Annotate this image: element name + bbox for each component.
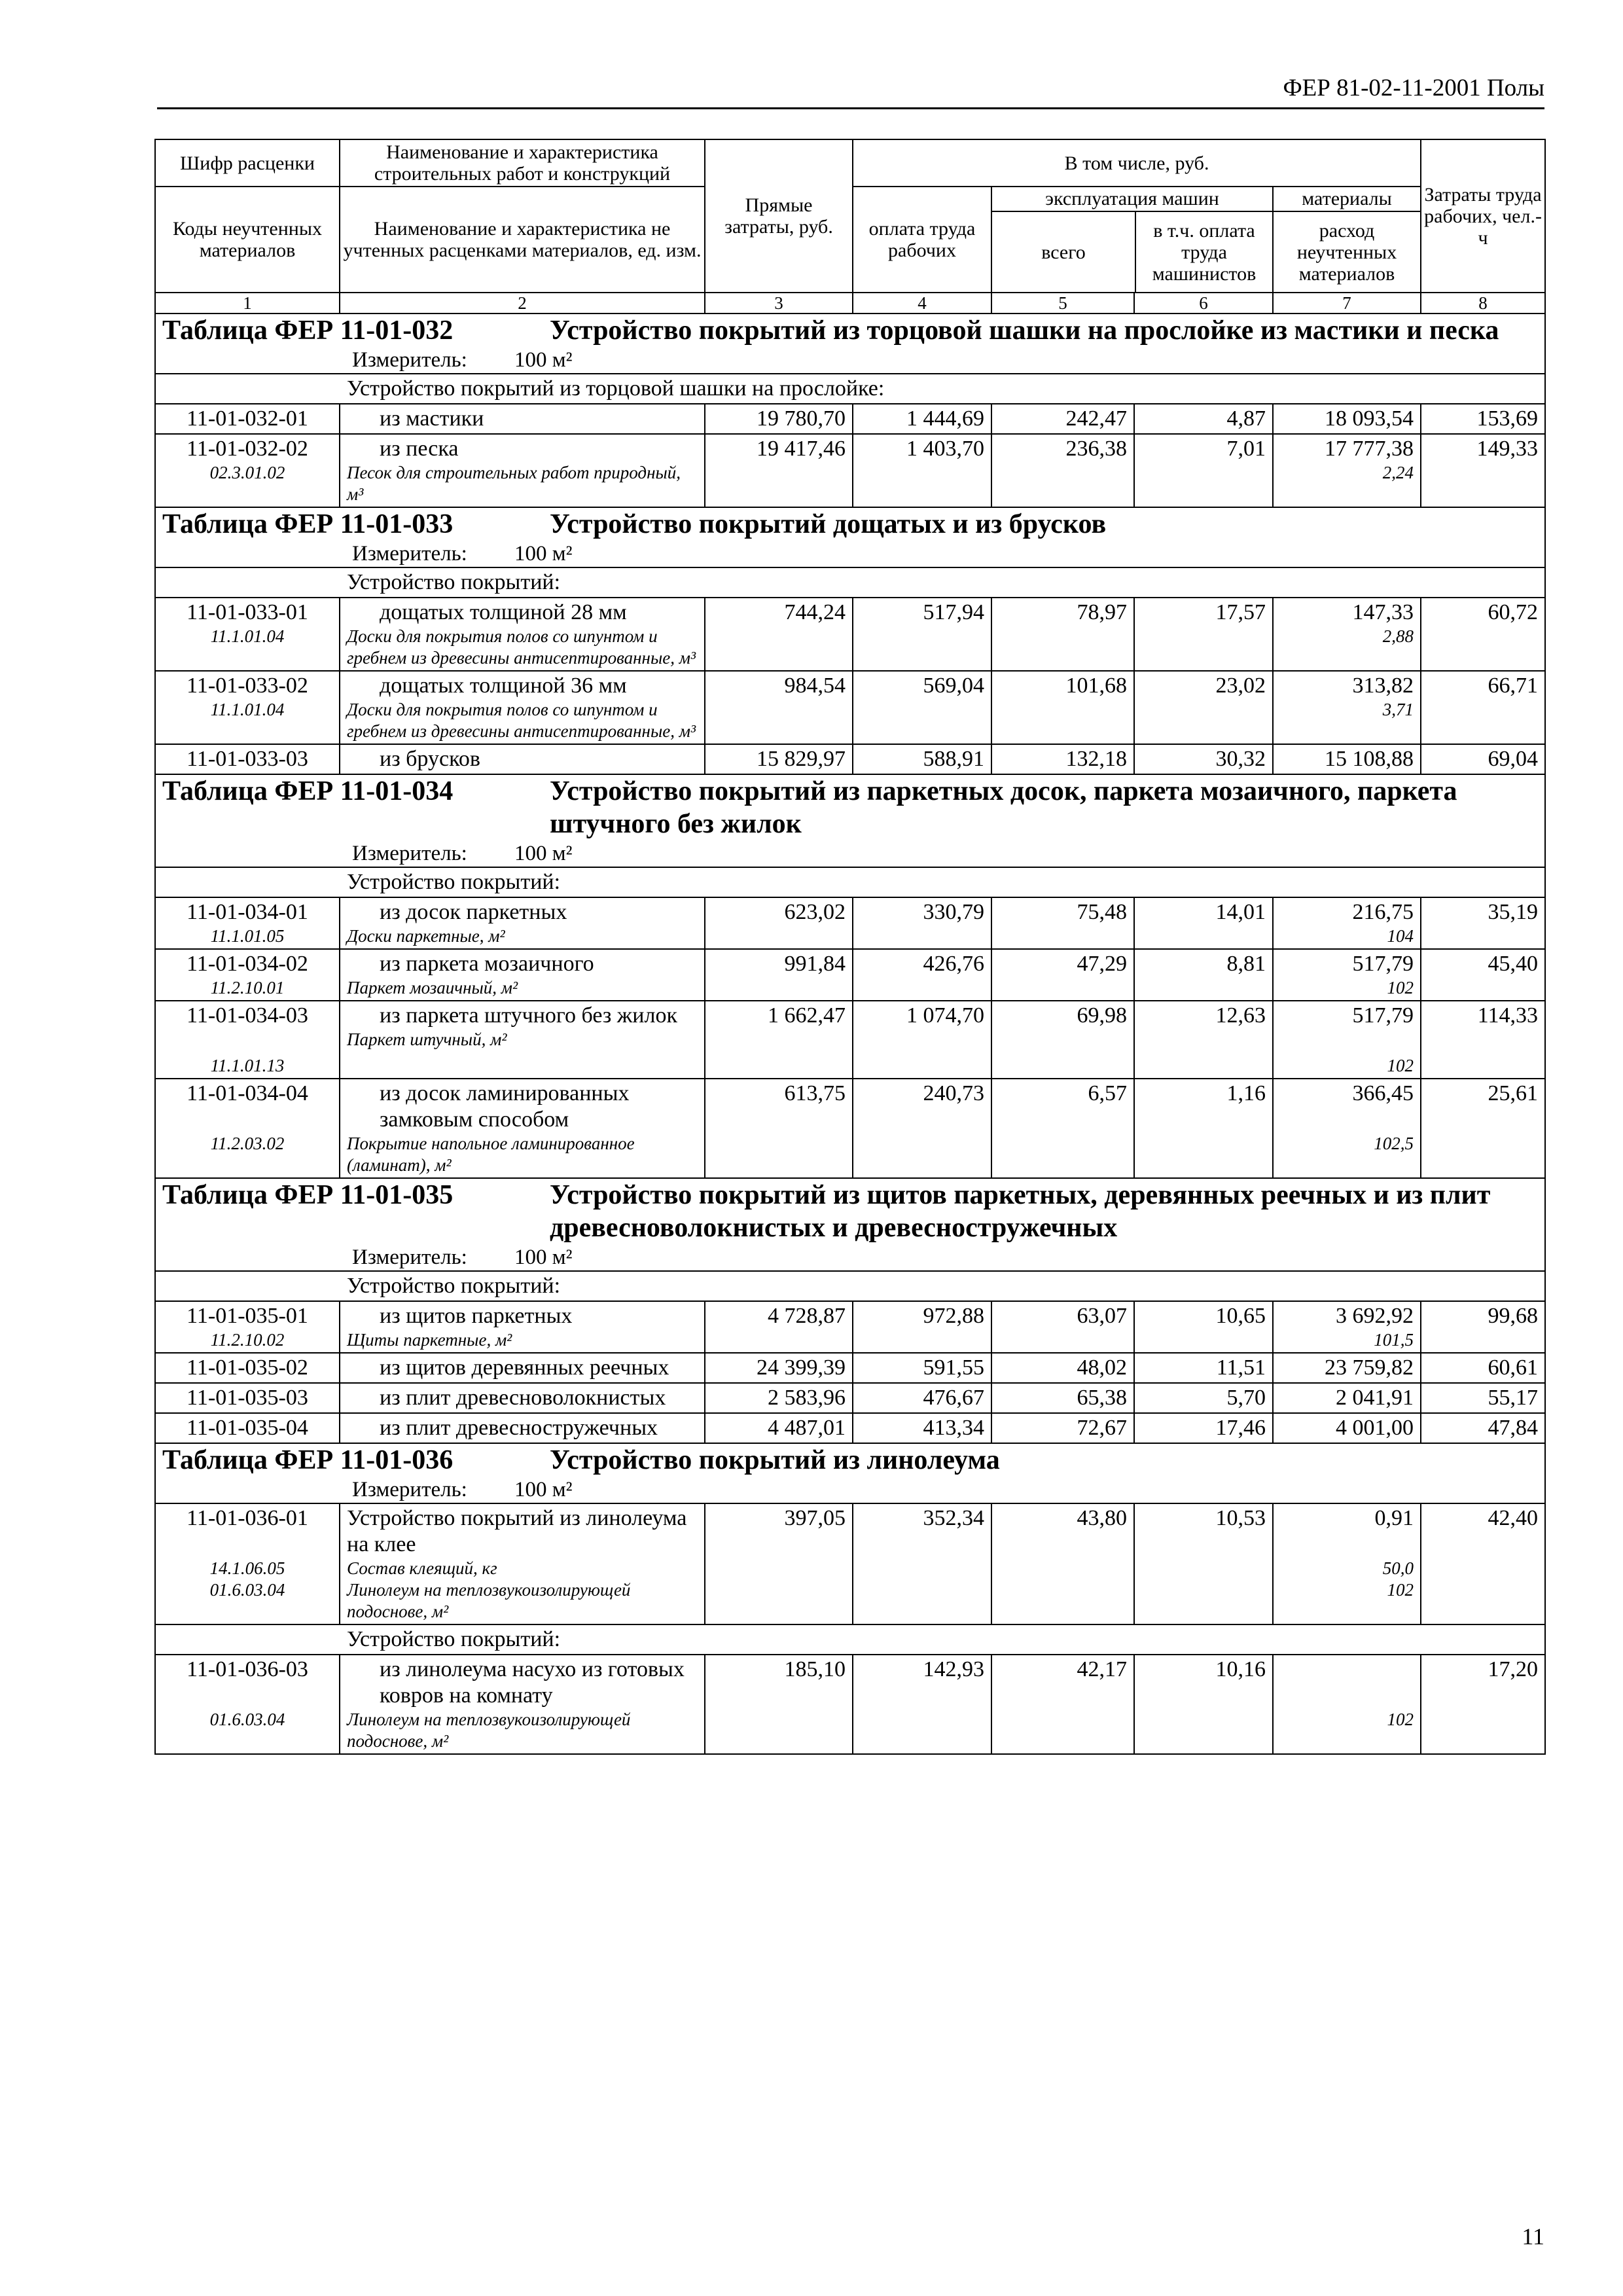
wages: 569,04 bbox=[853, 671, 991, 744]
wages: 1 444,69 bbox=[853, 404, 991, 434]
rate-code: 11-01-035-04 bbox=[155, 1413, 340, 1443]
direct-costs: 15 829,97 bbox=[705, 744, 853, 774]
table-section bbox=[155, 507, 1545, 567]
wages: 352,34 bbox=[853, 1503, 991, 1624]
direct-costs: 24 399,39 bbox=[705, 1353, 853, 1383]
rate-code: 11-01-034-04 bbox=[187, 1081, 308, 1105]
group-heading: Устройство покрытий: bbox=[155, 1624, 1545, 1655]
table-row bbox=[155, 1655, 1545, 1754]
material-code: 11.1.01.04 bbox=[210, 626, 285, 646]
material-code: 11.2.03.02 bbox=[210, 1134, 285, 1153]
material-code: 01.6.03.04 bbox=[209, 1710, 285, 1729]
machinists-wages: 10,16 bbox=[1134, 1655, 1273, 1754]
unit-label: Измеритель: bbox=[352, 348, 467, 372]
materials: 4 001,00 bbox=[1273, 1413, 1421, 1443]
machinists-wages: 30,32 bbox=[1134, 744, 1273, 774]
materials: 3 692,92 bbox=[1336, 1304, 1414, 1328]
table-row bbox=[155, 1383, 1545, 1413]
unit-label: Измеритель: bbox=[352, 842, 467, 865]
material-name: Состав клеящий, кг bbox=[347, 1558, 497, 1578]
unit-line bbox=[162, 541, 1538, 567]
material-name: Доски для покрытия полов со шпунтом и гребнем из древесины антисептированные, м³ bbox=[347, 700, 696, 741]
labor: 153,69 bbox=[1421, 404, 1545, 434]
material-quantity: 104 bbox=[1387, 926, 1414, 946]
header-name-unaccounted: Наименование и характеристика не учтенных расценками материалов, ед. изм. bbox=[340, 187, 705, 293]
material-quantity: 2,24 bbox=[1382, 463, 1414, 482]
machinists-wages: 12,63 bbox=[1134, 1001, 1273, 1079]
materials: 216,75 bbox=[1352, 900, 1414, 924]
wages: 591,55 bbox=[853, 1353, 991, 1383]
table-row bbox=[155, 598, 1545, 671]
rate-code: 11-01-034-03 bbox=[187, 1003, 308, 1028]
direct-costs: 613,75 bbox=[705, 1079, 853, 1178]
wages: 142,93 bbox=[853, 1655, 991, 1754]
machinists-wages: 11,51 bbox=[1134, 1353, 1273, 1383]
unit-value: 100 м² bbox=[514, 348, 573, 372]
wages: 426,76 bbox=[853, 949, 991, 1001]
labor: 114,33 bbox=[1421, 1001, 1545, 1079]
machines-total: 101,68 bbox=[991, 671, 1134, 744]
materials: 517,79 bbox=[1352, 952, 1414, 976]
work-name: из щитов паркетных bbox=[380, 1304, 573, 1328]
unit-label: Измеритель: bbox=[352, 542, 467, 565]
materials: 366,45 bbox=[1352, 1081, 1414, 1105]
table-row bbox=[155, 1301, 1545, 1353]
material-name: Покрытие напольное ламинированное (ламинат), м² bbox=[347, 1134, 635, 1175]
material-name: Щиты паркетные, м² bbox=[347, 1330, 512, 1350]
section-title: Устройство покрытий из линолеума bbox=[550, 1445, 1000, 1475]
table-section bbox=[155, 774, 1545, 867]
machinists-wages: 5,70 bbox=[1134, 1383, 1273, 1413]
material-code: 01.6.03.04 bbox=[209, 1580, 285, 1600]
section-number: Таблица ФЕР 11-01-032 bbox=[162, 315, 454, 346]
direct-costs: 4 728,87 bbox=[705, 1301, 853, 1353]
page-header bbox=[157, 72, 1544, 109]
section-number: Таблица ФЕР 11-01-033 bbox=[162, 509, 454, 539]
labor: 69,04 bbox=[1421, 744, 1545, 774]
section-title: Устройство покрытий дощатых и из брусков bbox=[550, 509, 1107, 539]
table-row bbox=[155, 434, 1545, 507]
work-name: дощатых толщиной 28 мм bbox=[380, 600, 627, 624]
header-including: В том числе, руб. bbox=[853, 139, 1421, 187]
header-code: Шифр расценки bbox=[155, 139, 340, 187]
materials: 23 759,82 bbox=[1273, 1353, 1421, 1383]
section-number: Таблица ФЕР 11-01-035 bbox=[162, 1180, 454, 1210]
material-quantity: 102,5 bbox=[1374, 1134, 1414, 1153]
unit-label: Измеритель: bbox=[352, 1478, 467, 1501]
table-header bbox=[155, 139, 1545, 314]
material-code: 11.1.01.13 bbox=[210, 1056, 285, 1075]
unit-line bbox=[162, 347, 1538, 373]
col-number: 3 bbox=[705, 293, 853, 314]
machinists-wages: 4,87 bbox=[1134, 404, 1273, 434]
section-number: Таблица ФЕР 11-01-036 bbox=[162, 1445, 454, 1475]
header-codes-unaccounted: Коды неучтенных материалов bbox=[155, 187, 340, 293]
labor: 47,84 bbox=[1421, 1413, 1545, 1443]
wages: 1 403,70 bbox=[853, 434, 991, 507]
col-number: 6 bbox=[1134, 293, 1273, 314]
page-number: 11 bbox=[1522, 2223, 1544, 2250]
materials: 18 093,54 bbox=[1273, 404, 1421, 434]
material-code: 11.2.10.01 bbox=[210, 978, 285, 997]
material-name: Линолеум на теплозвукоизолирующей подоснове, м² bbox=[347, 1710, 631, 1751]
materials: 147,33 bbox=[1352, 600, 1414, 624]
machines-total: 75,48 bbox=[991, 897, 1134, 949]
machines-total: 72,67 bbox=[991, 1413, 1134, 1443]
direct-costs: 185,10 bbox=[705, 1655, 853, 1754]
wages: 240,73 bbox=[853, 1079, 991, 1178]
section-number: Таблица ФЕР 11-01-034 bbox=[162, 776, 454, 806]
materials: 15 108,88 bbox=[1273, 744, 1421, 774]
header-labor: Затраты труда рабочих, чел.-ч bbox=[1421, 139, 1545, 293]
table-row bbox=[155, 1079, 1545, 1178]
materials: 17 777,38 bbox=[1325, 437, 1414, 461]
machinists-wages: 17,46 bbox=[1134, 1413, 1273, 1443]
labor: 149,33 bbox=[1421, 434, 1545, 507]
material-quantity: 3,71 bbox=[1382, 700, 1414, 719]
direct-costs: 744,24 bbox=[705, 598, 853, 671]
table-section bbox=[155, 1443, 1545, 1503]
unit-value: 100 м² bbox=[514, 842, 573, 865]
table-section bbox=[155, 314, 1545, 374]
machines-total: 47,29 bbox=[991, 949, 1134, 1001]
col-number: 5 bbox=[991, 293, 1134, 314]
labor: 66,71 bbox=[1421, 671, 1545, 744]
table-section bbox=[155, 1178, 1545, 1271]
material-name: Доски паркетные, м² bbox=[347, 926, 505, 946]
machinists-wages: 1,16 bbox=[1134, 1079, 1273, 1178]
material-quantity: 102 bbox=[1387, 1056, 1414, 1075]
wages: 972,88 bbox=[853, 1301, 991, 1353]
machines-total: 242,47 bbox=[991, 404, 1134, 434]
work-name: из брусков bbox=[340, 744, 705, 774]
wages: 588,91 bbox=[853, 744, 991, 774]
rate-code: 11-01-034-02 bbox=[187, 952, 308, 976]
material-code: 11.2.10.02 bbox=[210, 1330, 285, 1350]
section-title: Устройство покрытий из торцовой шашки на прослойке из мастики и песка bbox=[550, 315, 1499, 346]
header-wages: оплата труда рабочих bbox=[853, 187, 991, 293]
col-number: 4 bbox=[853, 293, 991, 314]
material-code: 14.1.06.05 bbox=[209, 1558, 285, 1578]
wages: 476,67 bbox=[853, 1383, 991, 1413]
labor: 25,61 bbox=[1421, 1079, 1545, 1178]
direct-costs: 19 417,46 bbox=[705, 434, 853, 507]
header-materials: материалы bbox=[1274, 187, 1420, 212]
machinists-wages: 14,01 bbox=[1134, 897, 1273, 949]
rate-code: 11-01-033-01 bbox=[187, 600, 308, 624]
work-name: из линолеума насухо из готовых ковров на комнату bbox=[380, 1657, 685, 1708]
header-materials-block bbox=[1273, 187, 1421, 293]
table-row bbox=[155, 1413, 1545, 1443]
header-machinists-wages: в т.ч. оплата труда машинистов bbox=[1152, 219, 1257, 285]
direct-costs: 19 780,70 bbox=[705, 404, 853, 434]
unit-line bbox=[162, 1244, 1538, 1270]
labor: 60,61 bbox=[1421, 1353, 1545, 1383]
wages: 517,94 bbox=[853, 598, 991, 671]
header-machines-block bbox=[991, 187, 1273, 293]
labor: 99,68 bbox=[1421, 1301, 1545, 1353]
col-number: 8 bbox=[1421, 293, 1545, 314]
material-quantity: 2,88 bbox=[1382, 626, 1414, 646]
group-heading: Устройство покрытий: bbox=[155, 867, 1545, 897]
materials: 517,79 bbox=[1352, 1003, 1414, 1028]
material-code: 02.3.01.02 bbox=[209, 463, 285, 482]
col-number: 2 bbox=[340, 293, 705, 314]
material-name: Песок для строительных работ природный, м³ bbox=[347, 463, 681, 504]
table-row bbox=[155, 744, 1545, 774]
work-name: из паркета штучного без жилок bbox=[380, 1003, 677, 1028]
header-materials-unaccounted: расход неучтенных материалов bbox=[1296, 219, 1397, 285]
table-row bbox=[155, 671, 1545, 744]
direct-costs: 397,05 bbox=[705, 1503, 853, 1624]
rate-code: 11-01-035-02 bbox=[155, 1353, 340, 1383]
unit-value: 100 м² bbox=[514, 1478, 573, 1501]
labor: 35,19 bbox=[1421, 897, 1545, 949]
rates-table bbox=[154, 139, 1546, 1755]
work-name: из досок ламинированных замковым способом bbox=[380, 1081, 630, 1132]
direct-costs: 984,54 bbox=[705, 671, 853, 744]
material-name: Линолеум на теплозвукоизолирующей подоснове, м² bbox=[347, 1580, 631, 1621]
material-code: 11.1.01.05 bbox=[210, 926, 285, 946]
labor: 45,40 bbox=[1421, 949, 1545, 1001]
machines-total: 65,38 bbox=[991, 1383, 1134, 1413]
direct-costs: 1 662,47 bbox=[705, 1001, 853, 1079]
unit-value: 100 м² bbox=[514, 542, 573, 565]
table-row bbox=[155, 897, 1545, 949]
header-machines-total: всего bbox=[992, 212, 1136, 292]
unit-value: 100 м² bbox=[514, 1246, 573, 1269]
section-title: Устройство покрытий из паркетных досок, паркета мозаичного, паркета штучного без жилок bbox=[550, 776, 1457, 839]
unit-line bbox=[162, 840, 1538, 867]
unit-line bbox=[162, 1477, 1538, 1503]
table-row bbox=[155, 404, 1545, 434]
header-name: Наименование и характеристика строительных работ и конструкций bbox=[340, 139, 705, 187]
material-quantity: 102 bbox=[1387, 1710, 1414, 1729]
header-direct-costs: Прямые затраты, руб. bbox=[705, 139, 853, 293]
rate-code: 11-01-035-03 bbox=[155, 1383, 340, 1413]
header-machines: эксплуатация машин bbox=[992, 187, 1272, 212]
wages: 1 074,70 bbox=[853, 1001, 991, 1079]
machines-total: 42,17 bbox=[991, 1655, 1134, 1754]
group-heading: Устройство покрытий: bbox=[155, 567, 1545, 598]
work-name: Устройство покрытий из линолеума на клее bbox=[347, 1506, 687, 1556]
work-name: из паркета мозаичного bbox=[380, 952, 594, 976]
rate-code: 11-01-033-03 bbox=[155, 744, 340, 774]
work-name: из досок паркетных bbox=[380, 900, 567, 924]
machines-total: 69,98 bbox=[991, 1001, 1134, 1079]
work-name: из песка bbox=[380, 437, 459, 461]
work-name: дощатых толщиной 36 мм bbox=[380, 673, 627, 698]
material-name: Паркет мозаичный, м² bbox=[347, 978, 518, 997]
unit-label: Измеритель: bbox=[352, 1246, 467, 1269]
machinists-wages: 8,81 bbox=[1134, 949, 1273, 1001]
rate-code: 11-01-034-01 bbox=[187, 900, 308, 924]
labor: 55,17 bbox=[1421, 1383, 1545, 1413]
table-row bbox=[155, 949, 1545, 1001]
work-name: из плит древесностружечных bbox=[340, 1413, 705, 1443]
materials: 313,82 bbox=[1352, 673, 1414, 698]
wages: 413,34 bbox=[853, 1413, 991, 1443]
machines-total: 78,97 bbox=[991, 598, 1134, 671]
machinists-wages: 10,65 bbox=[1134, 1301, 1273, 1353]
machines-total: 63,07 bbox=[991, 1301, 1134, 1353]
table-row bbox=[155, 1353, 1545, 1383]
direct-costs: 623,02 bbox=[705, 897, 853, 949]
material-name: Доски для покрытия полов со шпунтом и гребнем из древесины антисептированные, м³ bbox=[347, 626, 696, 668]
group-heading: Устройство покрытий: bbox=[155, 1271, 1545, 1301]
group-heading: Устройство покрытий из торцовой шашки на прослойке: bbox=[155, 374, 1545, 404]
document-title: ФЕР 81-02-11-2001 Полы bbox=[1283, 75, 1544, 101]
material-name: Паркет штучный, м² bbox=[347, 1030, 507, 1049]
direct-costs: 991,84 bbox=[705, 949, 853, 1001]
col-number: 7 bbox=[1273, 293, 1421, 314]
rate-code: 11-01-032-02 bbox=[187, 437, 308, 461]
machinists-wages: 17,57 bbox=[1134, 598, 1273, 671]
rate-code: 11-01-032-01 bbox=[155, 404, 340, 434]
work-name: из щитов деревянных реечных bbox=[340, 1353, 705, 1383]
material-code: 11.1.01.04 bbox=[210, 700, 285, 719]
section-title: Устройство покрытий из щитов паркетных, деревянных реечных и из плит древесноволокнистых и древесностружечных bbox=[550, 1180, 1491, 1243]
table-row bbox=[155, 1503, 1545, 1624]
wages: 330,79 bbox=[853, 897, 991, 949]
machines-total: 48,02 bbox=[991, 1353, 1134, 1383]
work-name: из мастики bbox=[340, 404, 705, 434]
labor: 42,40 bbox=[1421, 1503, 1545, 1624]
material-quantity: 101,5 bbox=[1374, 1330, 1414, 1350]
table-row bbox=[155, 1001, 1545, 1079]
machinists-wages: 23,02 bbox=[1134, 671, 1273, 744]
rate-code: 11-01-036-03 bbox=[187, 1657, 308, 1681]
machines-total: 6,57 bbox=[991, 1079, 1134, 1178]
col-number: 1 bbox=[155, 293, 340, 314]
machinists-wages: 10,53 bbox=[1134, 1503, 1273, 1624]
materials: 2 041,91 bbox=[1273, 1383, 1421, 1413]
labor: 17,20 bbox=[1421, 1655, 1545, 1754]
machinists-wages: 7,01 bbox=[1134, 434, 1273, 507]
direct-costs: 2 583,96 bbox=[705, 1383, 853, 1413]
material-quantity: 102 bbox=[1387, 1580, 1414, 1600]
machines-total: 43,80 bbox=[991, 1503, 1134, 1624]
labor: 60,72 bbox=[1421, 598, 1545, 671]
rate-code: 11-01-035-01 bbox=[187, 1304, 308, 1328]
direct-costs: 4 487,01 bbox=[705, 1413, 853, 1443]
material-quantity: 50,0 bbox=[1382, 1558, 1414, 1578]
materials bbox=[1280, 1657, 1414, 1683]
machines-total: 236,38 bbox=[991, 434, 1134, 507]
rate-code: 11-01-033-02 bbox=[187, 673, 308, 698]
work-name: из плит древесноволокнистых bbox=[340, 1383, 705, 1413]
rate-code: 11-01-036-01 bbox=[187, 1506, 308, 1530]
material-quantity: 102 bbox=[1387, 978, 1414, 997]
materials: 0,91 bbox=[1374, 1506, 1414, 1530]
machines-total: 132,18 bbox=[991, 744, 1134, 774]
